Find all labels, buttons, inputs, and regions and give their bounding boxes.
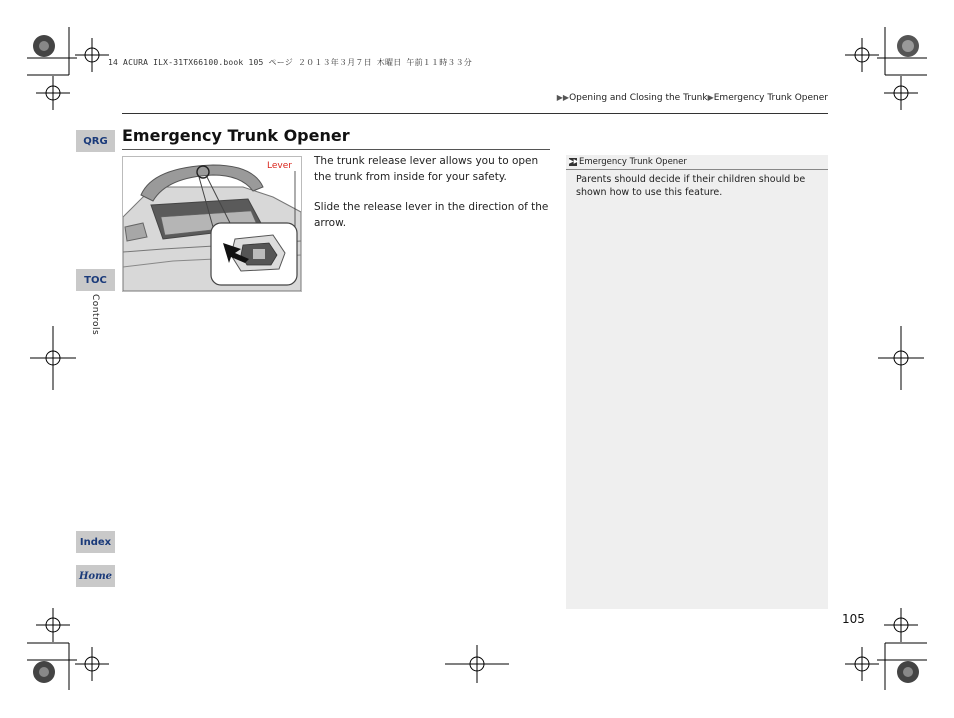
section-label-controls: Controls <box>90 294 100 336</box>
toc-tab[interactable]: TOC <box>76 269 115 291</box>
body-paragraph-2: Slide the release lever in the direction of the arrow. <box>314 201 549 229</box>
note-header <box>566 155 828 170</box>
title-rule <box>122 149 550 150</box>
home-tab[interactable]: Home <box>76 565 115 587</box>
trunk-illustration <box>122 156 302 292</box>
note-title: Emergency Trunk Opener <box>579 157 687 167</box>
breadcrumb-page: Emergency Trunk Opener <box>713 93 828 103</box>
lever-label: Lever <box>267 161 292 171</box>
page-title: Emergency Trunk Opener <box>122 126 350 145</box>
index-tab[interactable]: Index <box>76 531 115 553</box>
header-rule <box>122 113 828 114</box>
page-number: 105 <box>842 612 865 626</box>
body-text <box>314 154 552 246</box>
note-text: Parents should decide if their children should be shown how to use this feature. <box>576 174 806 198</box>
body-paragraph-1: The trunk release lever allows you to open the trunk from inside for your safety. <box>314 155 539 183</box>
breadcrumb-separator: ▶ <box>707 93 714 102</box>
breadcrumb-marker: ▶▶ <box>556 93 570 102</box>
print-header: 14 ACURA ILX-31TX66100.book 105 ページ ２０１３年３月７日 木曜日 午前１１時３３分 <box>108 58 473 67</box>
trunk-lever-drawing <box>123 157 301 291</box>
breadcrumb <box>557 93 828 103</box>
qrg-tab[interactable]: QRG <box>76 130 115 152</box>
note-box <box>566 155 828 609</box>
note-marker-icon: ▶▶ <box>569 158 579 165</box>
breadcrumb-section[interactable]: Opening and Closing the Trunk <box>569 93 708 103</box>
